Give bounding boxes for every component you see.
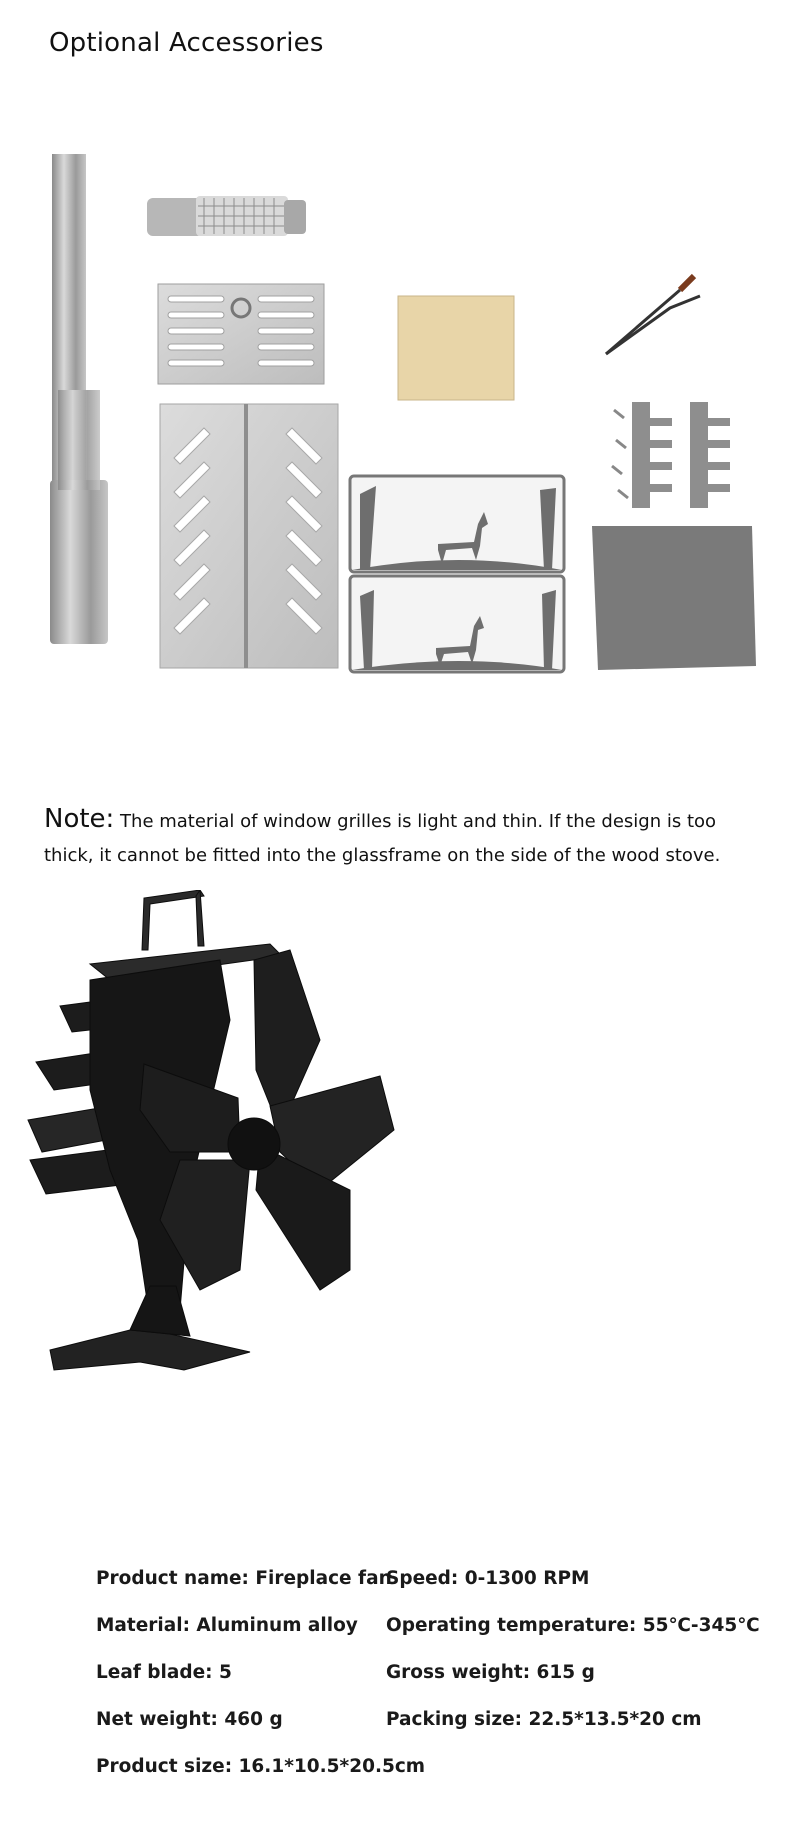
- fibre-board: [398, 296, 514, 400]
- spec-row: [96, 1568, 590, 1598]
- baffle-plate: [160, 404, 338, 668]
- grate-plate: [158, 284, 324, 384]
- section-title: Optional Accessories: [49, 28, 324, 58]
- spec-product-size: Product size: 16.1*10.5*20.5cm: [96, 1756, 426, 1777]
- spec-row: [96, 1709, 702, 1739]
- spec-net-weight: Net weight: 460 g: [96, 1709, 283, 1730]
- spec-material: Material: Aluminum alloy: [96, 1615, 358, 1636]
- note-paragraph: [44, 802, 764, 873]
- flat-plate: [592, 526, 756, 670]
- mesh-cylinder: [147, 196, 306, 236]
- note-text: The material of window grilles is light and thin. If the design is too thick, it cannot be fitted into the glassframe on the side of the wood stove.: [44, 811, 721, 866]
- spec-gross-weight: Gross weight: 615 g: [386, 1662, 595, 1683]
- spec-packing-size: Packing size: 22.5*13.5*20 cm: [386, 1709, 702, 1730]
- accessories-photo: [0, 140, 800, 710]
- deer-grille-2: [350, 576, 564, 672]
- spec-speed: Speed: 0-1300 RPM: [386, 1568, 590, 1589]
- spec-row: [96, 1756, 425, 1786]
- spec-row: [96, 1615, 760, 1645]
- spec-leaf-blade: Leaf blade: 5: [96, 1662, 232, 1683]
- deer-grille-1: [350, 476, 564, 572]
- spec-operating-temperature: Operating temperature: 55℃-345℃: [386, 1615, 760, 1636]
- tongs-tool: [606, 276, 700, 354]
- bracket-set: [612, 402, 730, 508]
- spec-product-name: Product name: Fireplace fan: [96, 1568, 392, 1589]
- note-lead: Note:: [44, 804, 115, 834]
- fireplace-fan-image: [20, 890, 440, 1400]
- spec-row: [96, 1662, 595, 1692]
- flue-pipe: [50, 154, 108, 644]
